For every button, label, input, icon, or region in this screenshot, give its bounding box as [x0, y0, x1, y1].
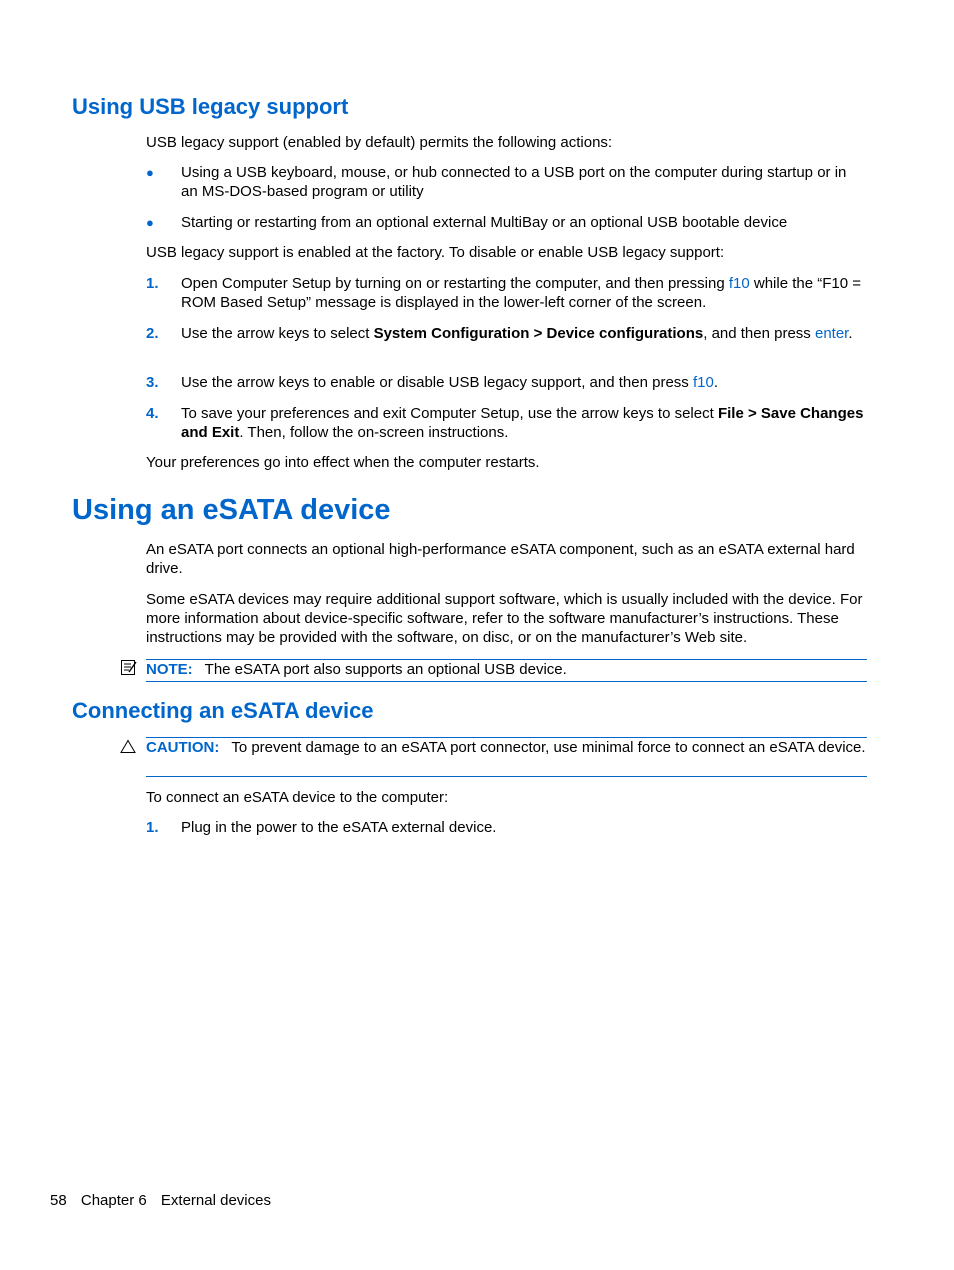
step-text: Use the arrow keys to select System Configuration > Device configurations, and then press enter.	[181, 325, 853, 342]
page-footer	[50, 1192, 281, 1209]
chapter-heading-esata: Using an eSATA device	[72, 494, 391, 526]
key-enter: enter	[814, 325, 849, 342]
esata-connect-lead: To connect an eSATA device to the computer:	[146, 789, 449, 806]
usb-lead-text: USB legacy support is enabled at the factory. To disable or enable USB legacy support:	[146, 244, 725, 261]
caution-text: To prevent damage to an eSATA port connector, use minimal force to connect an eSATA device.	[231, 739, 866, 756]
step-text: Plug in the power to the eSATA external device.	[181, 819, 497, 836]
note-text: The eSATA port also supports an optional USB device.	[204, 661, 567, 678]
note-box	[146, 659, 867, 682]
caution-icon	[120, 739, 136, 758]
step-number: 2.	[146, 325, 159, 342]
usb-intro-text: USB legacy support (enabled by default) permits the following actions:	[146, 134, 613, 151]
section-heading-usb-legacy: Using USB legacy support	[72, 94, 349, 119]
step-text: Open Computer Setup by turning on or restarting the computer, and then pressing f10 while the “F10 = ROM Based Setup” message is displayed in the lower-left corner of the screen.	[181, 275, 861, 311]
step-number: 3.	[146, 374, 159, 391]
footer-title: External devices	[160, 1192, 271, 1209]
esata-paragraph-2: Some eSATA devices may require additional support software, which is usually included with the device. For more information about device-specific software, refer to the software manufacturer’s instructions. These instructions may be provided with the software, on disc, or on the manufacturer’s Web site.	[146, 591, 863, 646]
footer-chapter: Chapter 6	[80, 1192, 147, 1209]
step-text: Use the arrow keys to enable or disable USB legacy support, and then press f10.	[181, 374, 718, 391]
usb-closing-text: Your preferences go into effect when the computer restarts.	[146, 454, 540, 471]
bullet-text: Using a USB keyboard, mouse, or hub connected to a USB port on the computer during startup or in an MS-DOS-based program or utility	[181, 164, 847, 200]
step-number: 1.	[146, 275, 159, 292]
key-f10: f10	[692, 374, 714, 391]
key-f10: f10	[728, 275, 750, 292]
bullet-icon: ●	[146, 215, 154, 230]
caution-label: CAUTION:	[146, 739, 220, 756]
caution-box	[146, 737, 867, 777]
step-number: 4.	[146, 405, 159, 422]
note-icon	[120, 659, 138, 681]
esata-paragraph-1: An eSATA port connects an optional high-performance eSATA component, such as an eSATA external hard drive.	[146, 541, 855, 577]
note-label: NOTE:	[146, 661, 193, 678]
bullet-icon: ●	[146, 165, 154, 180]
step-text: To save your preferences and exit Computer Setup, use the arrow keys to select File > Save Changes and Exit. Then, follow the on-screen instructions.	[181, 405, 864, 441]
section-heading-connecting-esata: Connecting an eSATA device	[72, 698, 374, 723]
bullet-text: Starting or restarting from an optional external MultiBay or an optional USB bootable device	[181, 214, 788, 231]
page-number: 58	[50, 1192, 67, 1209]
step-number: 1.	[146, 819, 159, 836]
